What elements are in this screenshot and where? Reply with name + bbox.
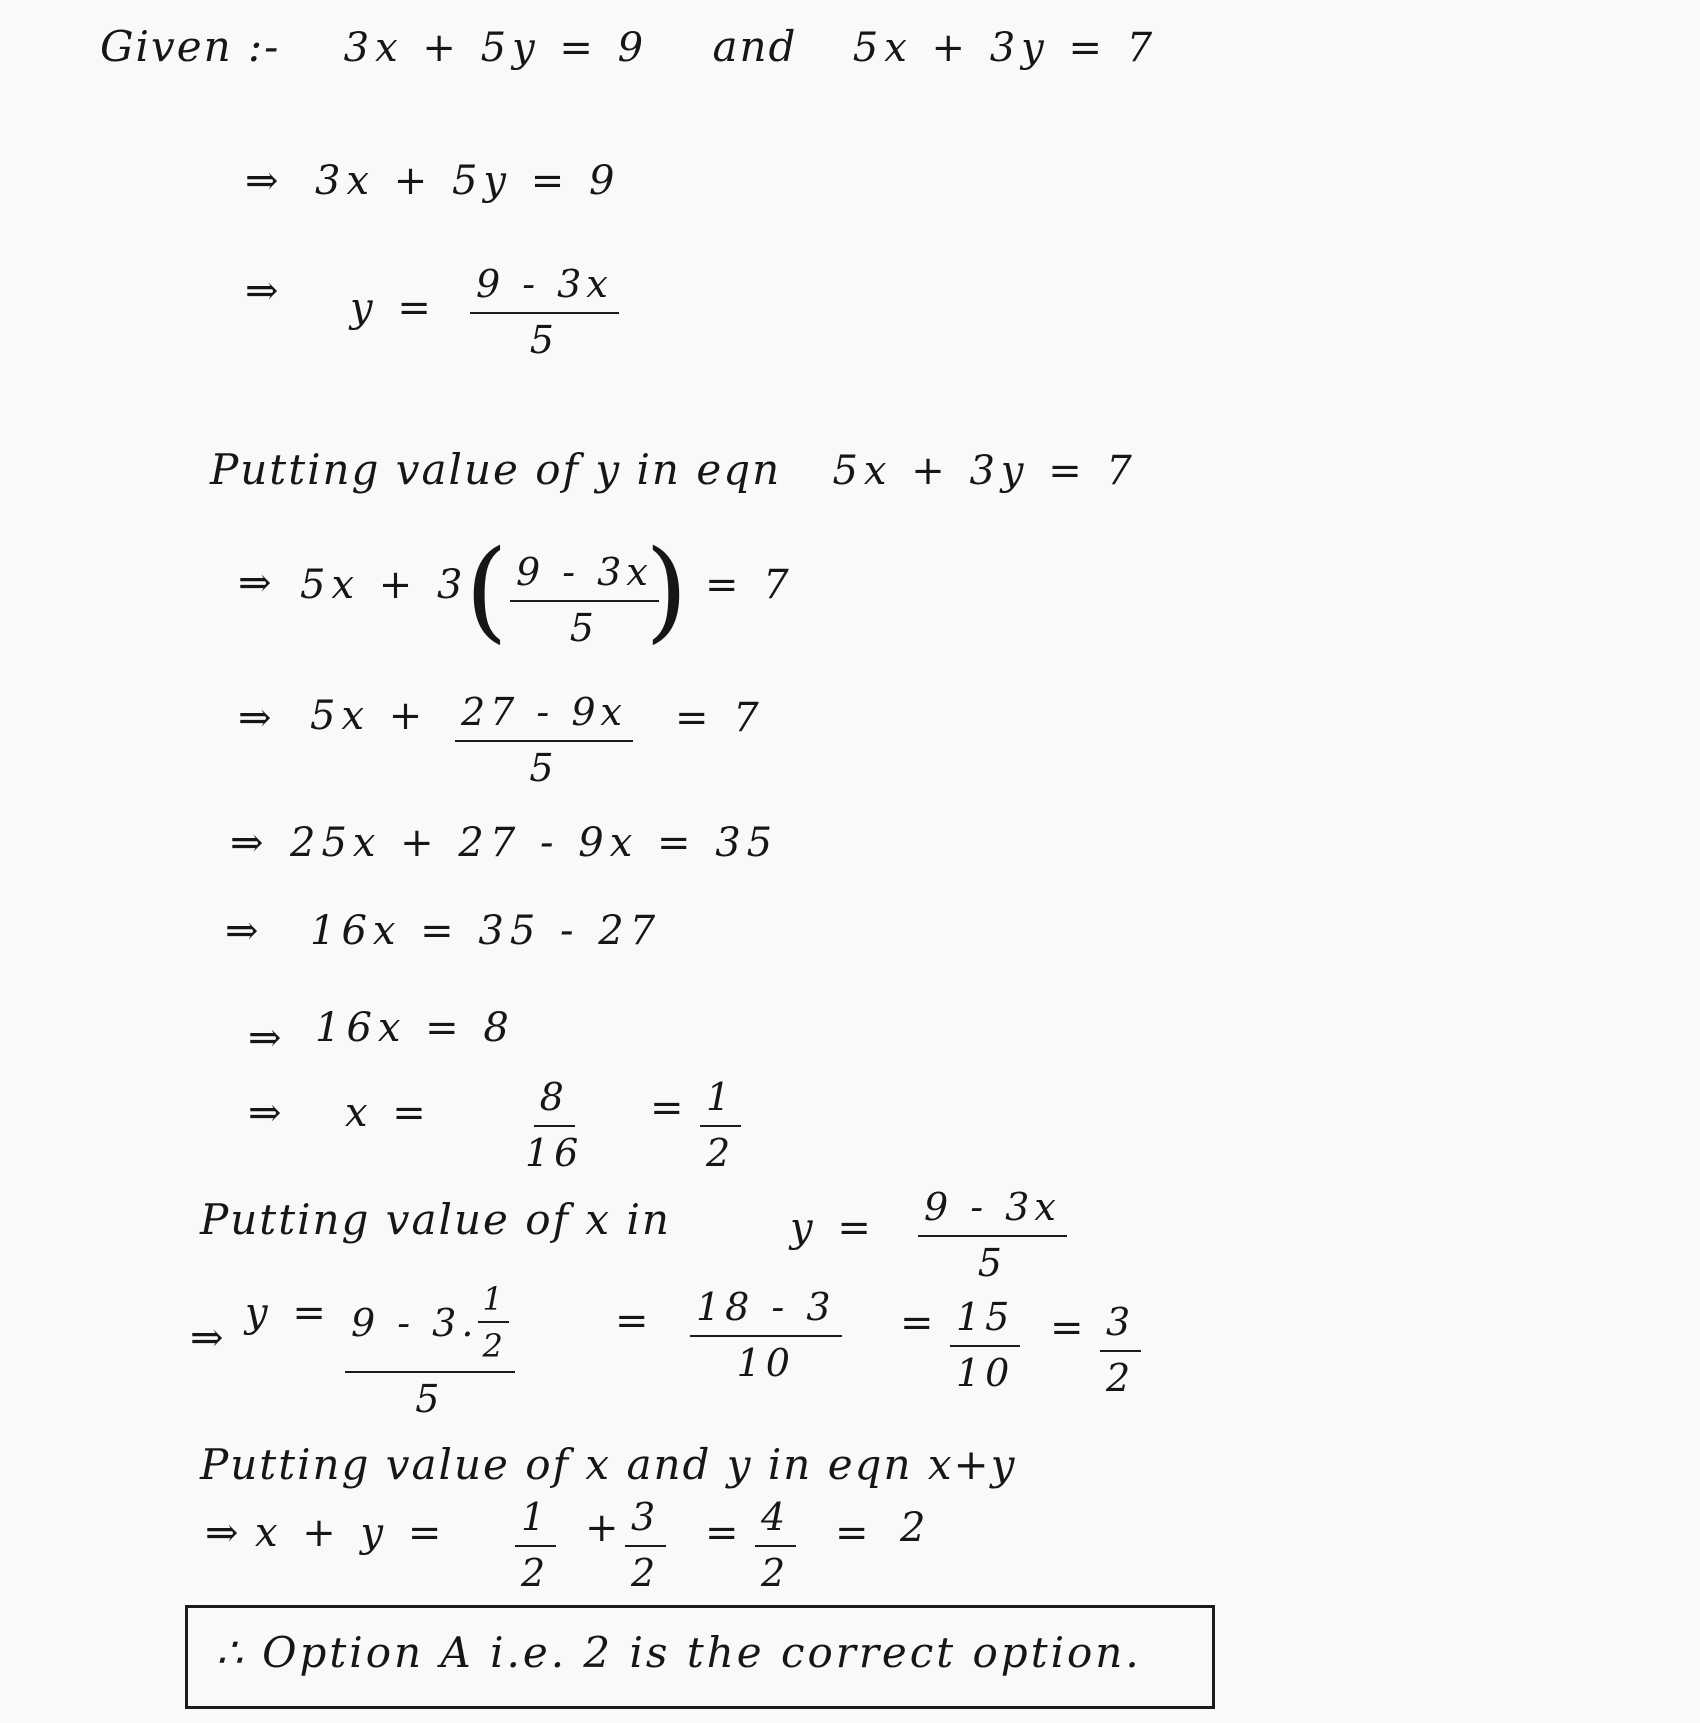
fraction-numerator [345,1280,515,1373]
equals-sign: = [1050,1305,1090,1351]
fraction-sum [755,1495,796,1595]
substitution-heading-1 [210,445,1138,494]
fraction-denominator: 10 [956,1351,1015,1395]
step-lhs: 5x + [310,693,429,739]
step-equation: 25x + 27 - 9x = 35 [290,820,779,866]
numerator-text: 9 - 3. [351,1300,479,1345]
given-connector: and [712,22,798,71]
implies-arrow: ⇒ [190,1315,224,1361]
fraction-numerator: 4 [755,1495,796,1547]
implies-arrow: ⇒ [238,560,272,606]
step-equation: 16x = 8 [315,1005,515,1051]
equals-sign: = [650,1085,690,1131]
implies-arrow: ⇒ [205,1510,239,1556]
fraction-numerator: 27 - 9x [455,690,633,742]
fraction-numerator: 1 [515,1495,556,1547]
fraction-denominator: 2 [1106,1356,1136,1400]
given-line [100,22,1158,71]
fraction-numerator: 8 [534,1075,575,1127]
answer-box [185,1605,1215,1709]
substitution-text: Putting value of y in eqn [210,445,782,494]
fraction-y-step-3 [950,1295,1020,1395]
sum-result: 2 [900,1505,932,1551]
fraction-denominator: 5 [529,318,559,362]
y-lhs: y = [245,1290,332,1336]
equals-sign: = [705,1510,745,1556]
step-equation-1: 3x + 5y = 9 [315,158,621,204]
fraction-numerator: 3 [625,1495,666,1547]
plus-sign: + [585,1505,625,1551]
implies-arrow: ⇒ [248,1090,282,1136]
given-equation-1: 3x + 5y = 9 [343,25,650,71]
implies-arrow: ⇒ [245,158,279,204]
fraction-y-step-2 [690,1285,842,1385]
step-x-lhs: x = [345,1090,432,1136]
open-parenthesis: ( [465,526,508,654]
fraction-denominator: 2 [521,1551,551,1595]
fraction-x-simplified [700,1075,741,1175]
fraction-y-value [1100,1300,1141,1400]
step-y-lhs: y = [350,285,437,331]
fraction-denominator: 10 [736,1341,795,1385]
fraction-numerator: 1 [700,1075,741,1127]
fraction-expanded [455,690,633,790]
given-label: Given :- [100,22,281,71]
fraction-half [478,1280,508,1365]
fraction-numerator: 1 [478,1280,508,1323]
fraction-denominator: 5 [977,1241,1007,1285]
fraction-numerator: 9 - 3x [918,1185,1067,1237]
equals-sign: = [900,1300,940,1346]
fraction-y-expression [470,262,619,362]
fraction-denominator: 16 [525,1131,584,1175]
fraction-x-value [525,1075,583,1175]
y-equation-lhs: y = [790,1205,877,1251]
fraction-numerator: 15 [950,1295,1020,1347]
substitution-heading-3: Putting value of x and y in eqn x+y [200,1440,1017,1489]
given-equation-2: 5x + 3y = 7 [852,25,1159,71]
equals-sign: = [835,1510,875,1556]
fraction-denominator: 5 [529,746,559,790]
implies-arrow: ⇒ [248,1015,282,1061]
fraction-y-step-1 [345,1280,515,1421]
equals-sign: = [615,1298,655,1344]
fraction-numerator: 9 - 3x [510,550,659,602]
implies-arrow: ⇒ [238,695,272,741]
fraction-y [625,1495,666,1595]
step-lhs: 5x + 3 [300,562,469,608]
fraction-denominator: 5 [415,1377,445,1421]
fraction-denominator: 2 [631,1551,661,1595]
fraction-numerator: 18 - 3 [690,1285,842,1337]
sum-lhs: x + y = [255,1510,448,1556]
implies-arrow: ⇒ [230,820,264,866]
close-parenthesis: ) [645,526,688,654]
step-rhs: = 7 [675,695,765,741]
fraction-denominator: 5 [569,606,599,650]
substitution-equation: 5x + 3y = 7 [832,448,1138,494]
implies-arrow: ⇒ [225,908,259,954]
fraction-denominator: 2 [761,1551,791,1595]
fraction-numerator: 9 - 3x [470,262,619,314]
fraction-x [515,1495,556,1595]
fraction-denominator: 2 [482,1327,505,1365]
step-equation: 16x = 35 - 27 [310,908,662,954]
substitution-heading-2: Putting value of x in [200,1195,671,1244]
fraction-numerator: 3 [1100,1300,1141,1352]
fraction-denominator: 2 [706,1131,736,1175]
fraction-substituted [510,550,659,650]
step-rhs: = 7 [705,562,795,608]
fraction-y-formula [918,1185,1067,1285]
conclusion-text: ∴ Option A i.e. 2 is the correct option. [216,1628,1142,1677]
implies-arrow: ⇒ [245,268,279,314]
